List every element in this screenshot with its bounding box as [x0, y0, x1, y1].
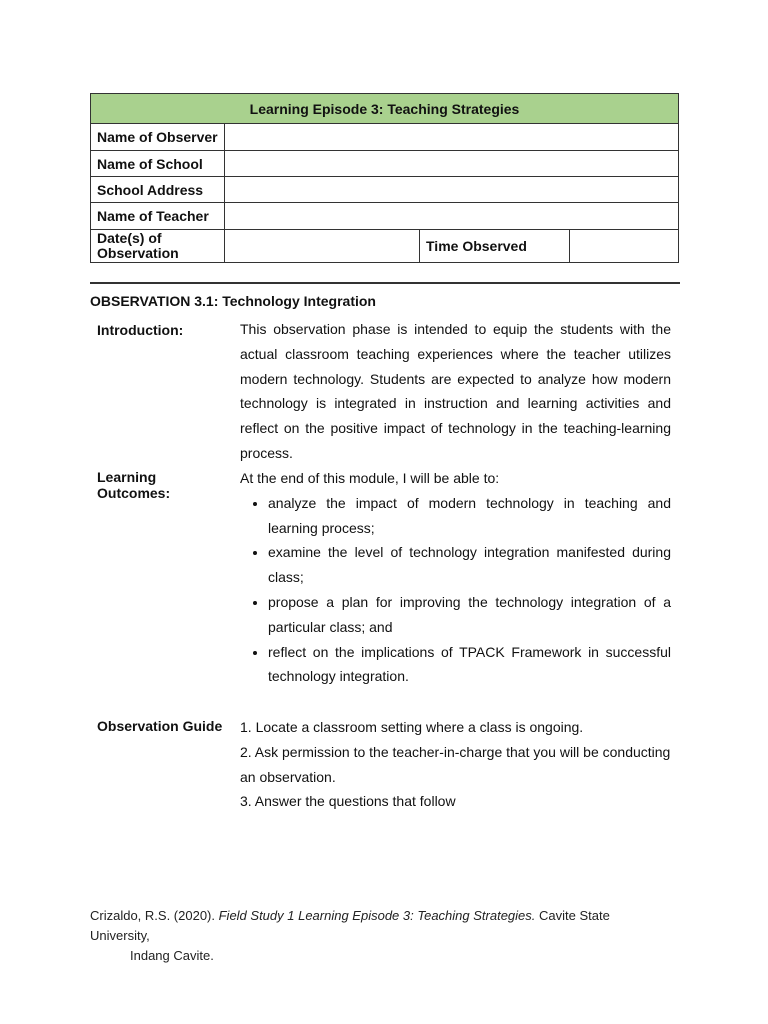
observer-label: Name of Observer: [91, 124, 225, 151]
school-label: Name of School: [91, 151, 225, 177]
school-address-field[interactable]: [225, 177, 679, 203]
school-field[interactable]: [225, 151, 679, 177]
school-address-label: School Address: [91, 177, 225, 203]
observation-title: OBSERVATION 3.1: Technology Integration: [90, 293, 376, 309]
observation-info-table: [90, 93, 679, 263]
episode-title: Learning Episode 3: Teaching Strategies: [91, 94, 679, 124]
introduction-label: Introduction:: [97, 322, 184, 338]
citation-publisher: Cavite State University,: [90, 908, 610, 943]
observation-guide-steps: [240, 715, 671, 814]
citation-author: Crizaldo, R.S. (2020).: [90, 908, 219, 923]
guide-step: 3. Answer the questions that follow: [240, 793, 456, 810]
citation-footer: [90, 906, 650, 966]
learning-outcomes-section: [240, 466, 671, 689]
date-label: Date(s) of Observation: [91, 230, 225, 263]
outcomes-intro: At the end of this module, I will be able to:: [240, 470, 500, 486]
observer-field[interactable]: [225, 124, 679, 151]
citation-title: Field Study 1 Learning Episode 3: Teaching Strategies.: [218, 908, 536, 923]
citation-location: Indang Cavite.: [130, 948, 214, 963]
date-field[interactable]: [225, 230, 420, 263]
learning-outcomes-label: Learning Outcomes:: [97, 469, 171, 501]
guide-step: 2. Ask permission to the teacher-in-charge that you will be conducting an observation.: [240, 743, 671, 785]
introduction-text: This observation phase is intended to equip the students with the actual classroom teaching experiences where the teacher utilizes modern technology. Students are expected to analyze how modern technology is integrated in instruction and learning activities and reflect on the positive impact of technology in the teaching-learning process.: [240, 321, 671, 461]
teacher-field[interactable]: [225, 203, 679, 230]
outcomes-list: [240, 491, 671, 689]
teacher-label: Name of Teacher: [91, 203, 225, 230]
outcome-item: • propose a plan for improving the technology integration of a particular class; and: [268, 590, 671, 640]
time-label: Time Observed: [420, 230, 570, 263]
observation-guide-label: Observation Guide: [97, 718, 223, 734]
outcome-item: • reflect on the implications of TPACK Framework in successful technology integration.: [268, 640, 671, 690]
section-divider: [90, 282, 680, 284]
time-field[interactable]: [570, 230, 679, 263]
outcome-item: • analyze the impact of modern technology in teaching and learning process;: [268, 491, 671, 541]
guide-step: 1. Locate a classroom setting where a class is ongoing.: [240, 719, 584, 735]
outcome-item: • examine the level of technology integration manifested during class;: [268, 540, 671, 590]
